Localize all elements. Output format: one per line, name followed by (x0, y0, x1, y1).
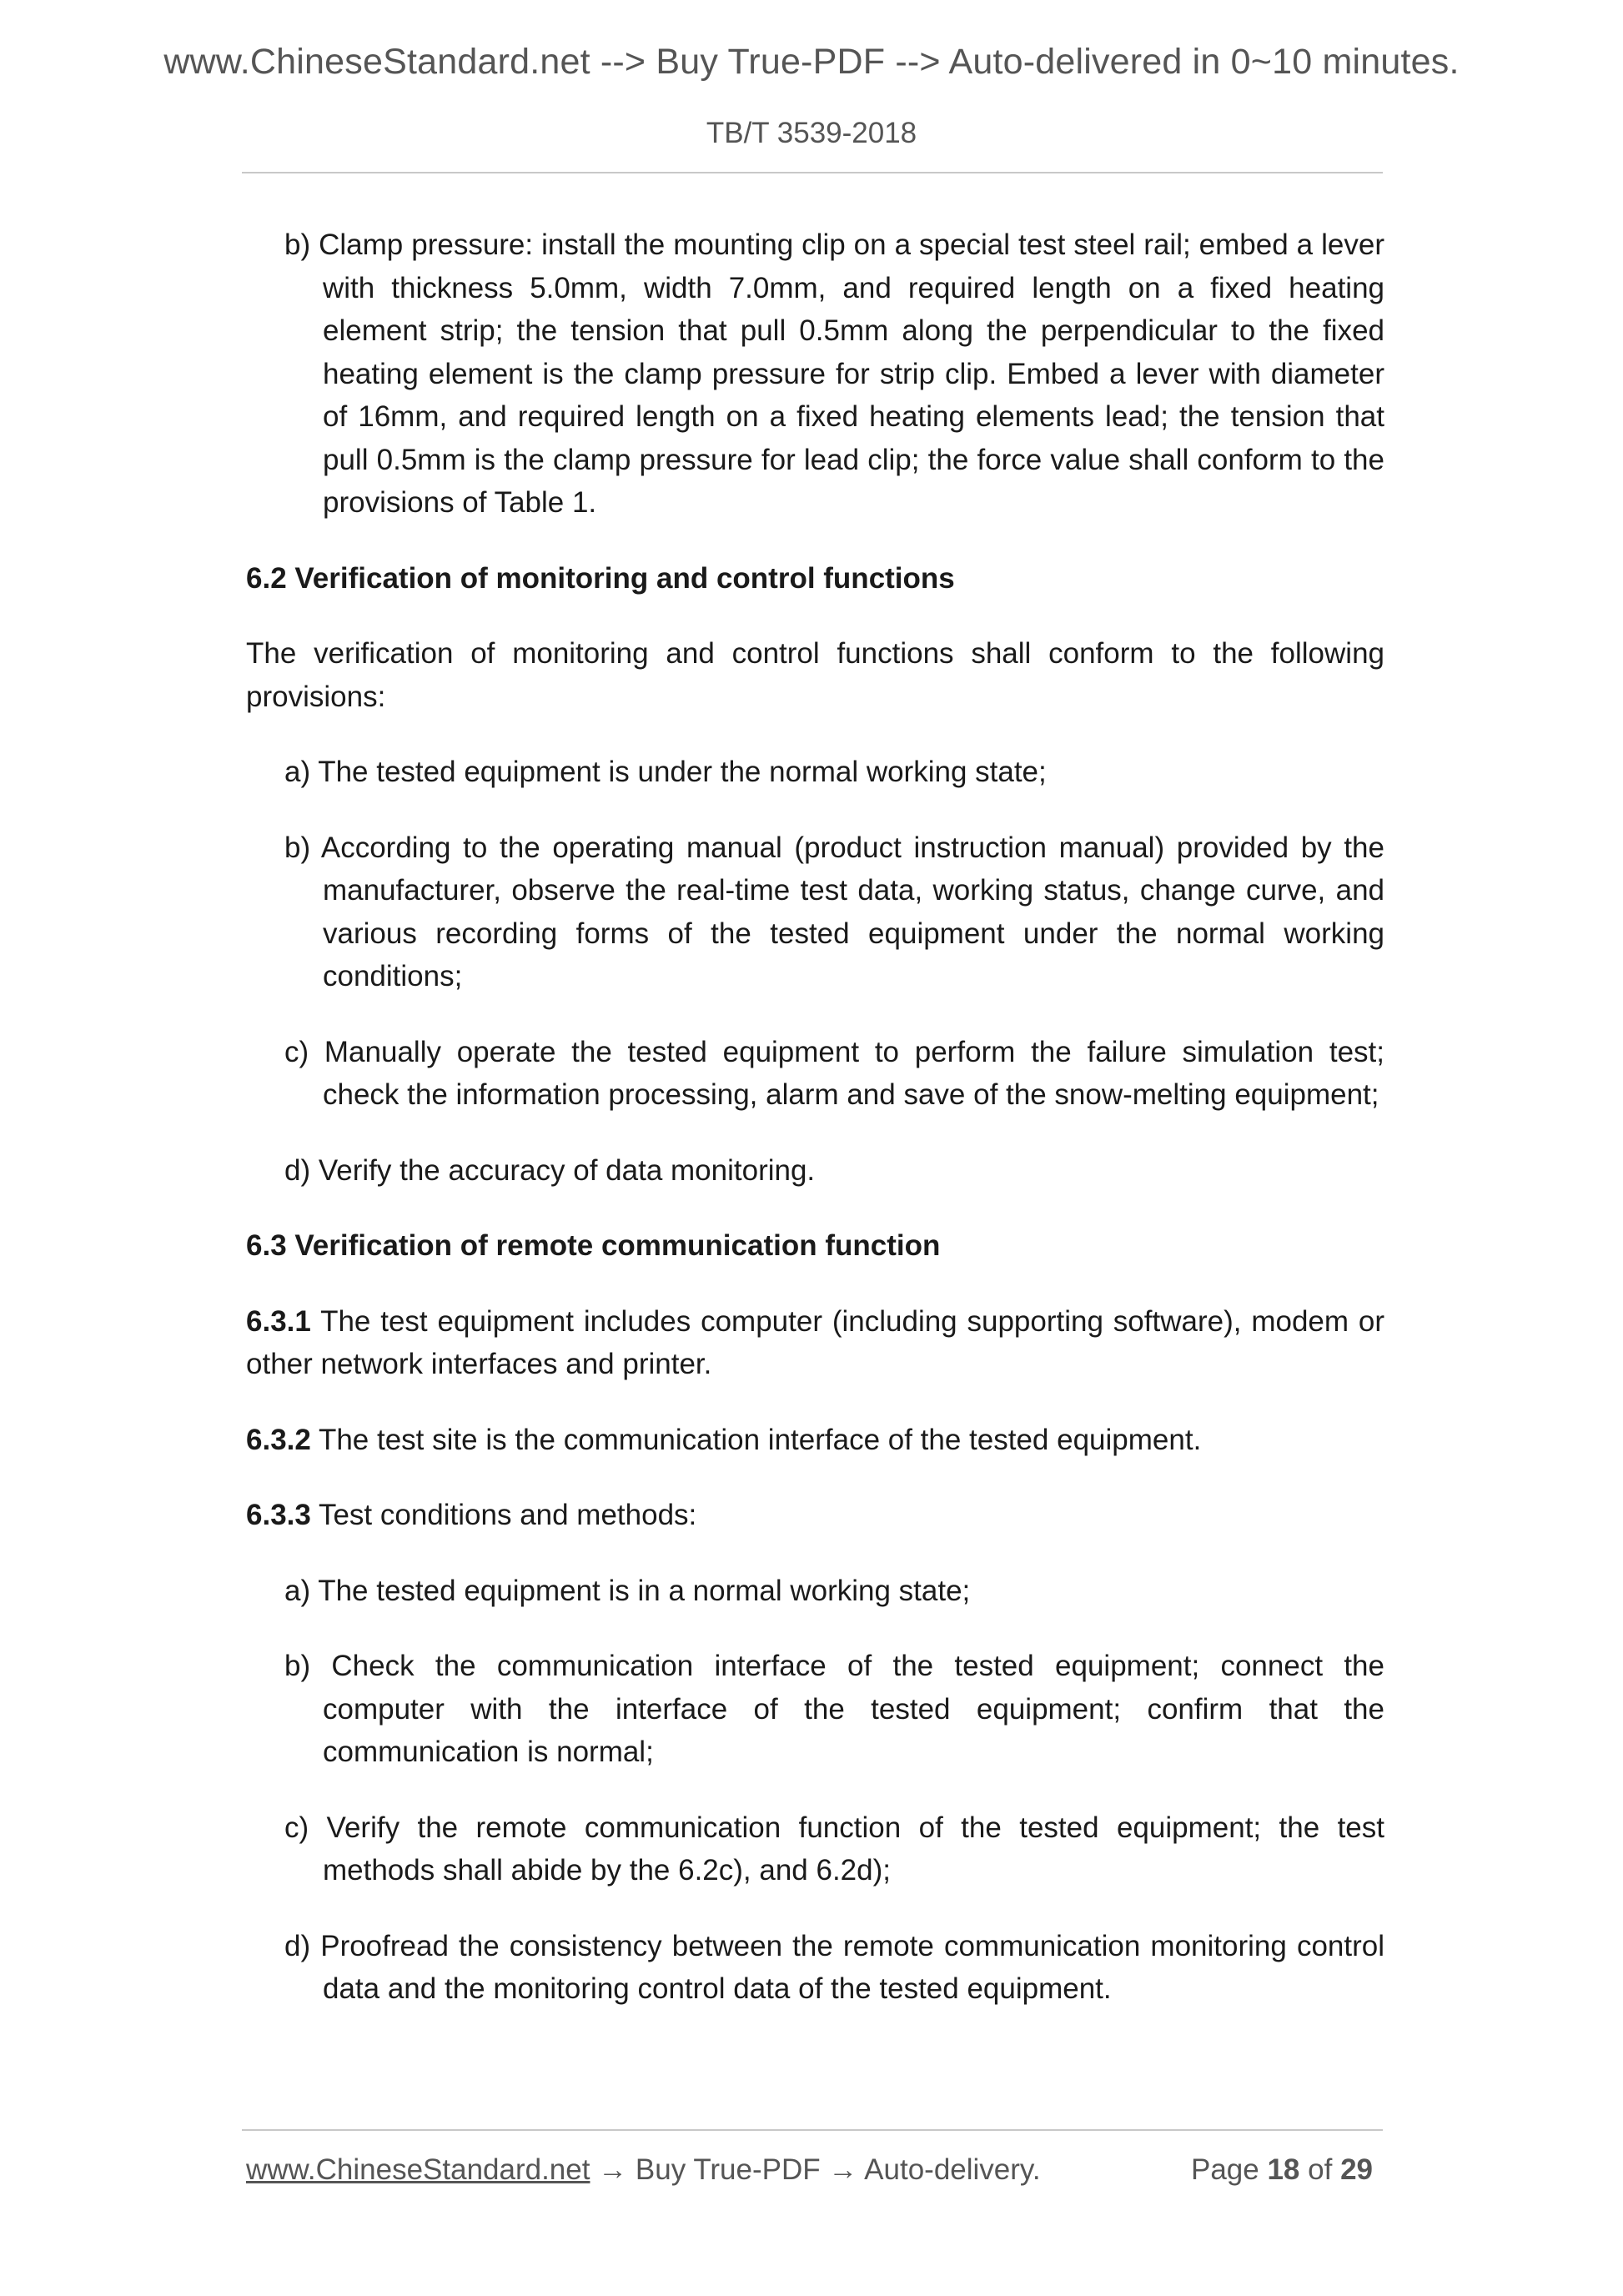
footer-site-link[interactable]: www.ChineseStandard.net (246, 2153, 590, 2186)
page-current: 18 (1267, 2153, 1300, 2186)
list-item-6-3-3-c: c) Verify the remote communication function of the tested equipment; the test methods shall abide by the 6.2c), and 6.2d); (284, 1811, 1384, 1887)
page-total: 29 (1340, 2153, 1373, 2186)
page-indicator (1191, 2153, 1373, 2187)
clause-number-6-3-1: 6.3.1 (246, 1304, 311, 1338)
clause-number-6-3-2: 6.3.2 (246, 1423, 311, 1456)
document-number: TB/T 3539-2018 (706, 117, 917, 149)
list-item-6-2-b: b) According to the operating manual (product instruction manual) provided by the manufacturer, observe the real-time test data, working status, change curve, and various recording forms of the tested equipment under the normal working conditions; (284, 831, 1384, 992)
page-of-label: of (1308, 2153, 1333, 2186)
list-item-6-3-3-b: b) Check the communication interface of the tested equipment; connect the computer with the interface of the tested equipment; confirm that the communication is normal; (284, 1650, 1384, 1768)
clause-6-3-1 (246, 1300, 1384, 1386)
list-item-6-2-d: d) Verify the accuracy of data monitoring. (284, 1153, 816, 1187)
list-item-6-3-3-a: a) The tested equipment is in a normal working state; (284, 1574, 971, 1607)
page-footer (246, 2153, 1384, 2195)
header-divider (242, 172, 1383, 173)
paragraph-6-2-intro: The verification of monitoring and control functions shall conform to the following provisions: (246, 637, 1384, 713)
page-body (246, 224, 1384, 2011)
footer-promo-text: → Buy True-PDF → Auto-delivery. (590, 2153, 1041, 2186)
top-banner: www.ChineseStandard.net --> Buy True-PDF --> Auto-delivered in 0~10 minutes. (163, 42, 1460, 82)
section-heading-6-3: 6.3 Verification of remote communication function (246, 1229, 941, 1262)
footer-promo (246, 2153, 1041, 2187)
clause-text-6-3-3: Test conditions and methods: (310, 1499, 697, 1531)
clause-number-6-3-3: 6.3.3 (246, 1499, 311, 1531)
clause-6-3-2 (246, 1419, 1384, 1462)
clause-6-3-3 (246, 1494, 1384, 1537)
list-item-6-3-3-d: d) Proofread the consistency between the remote communication monitoring control data and the monitoring control data of the tested equipment. (284, 1929, 1384, 2005)
clause-text-6-3-1: The test equipment includes computer (including supporting software), modem or other network interfaces and printer. (246, 1304, 1384, 1380)
list-item-clamp-pressure: b) Clamp pressure: install the mounting clip on a special test steel rail; embed a lever with thickness 5.0mm, width 7.0mm, and required length on a fixed heating element strip; the tension that pull 0.5mm along the perpendicular to the fixed heating element is the clamp pressure for strip clip. Embed a lever with diameter of 16mm, and required length on a fixed heating elements lead; the tension that pull 0.5mm is the clamp pressure for lead clip; the force value shall conform to the provisions of Table 1. (284, 229, 1384, 519)
list-item-6-2-a: a) The tested equipment is under the normal working state; (284, 756, 1047, 788)
page-label: Page (1190, 2153, 1259, 2186)
footer-divider (242, 2129, 1383, 2131)
section-heading-6-2: 6.2 Verification of monitoring and control functions (246, 561, 955, 595)
list-item-6-2-c: c) Manually operate the tested equipment to perform the failure simulation test; check the information processing, alarm and save of the snow-melting equipment; (284, 1035, 1384, 1111)
clause-text-6-3-2: The test site is the communication interface of the tested equipment. (310, 1423, 1202, 1456)
